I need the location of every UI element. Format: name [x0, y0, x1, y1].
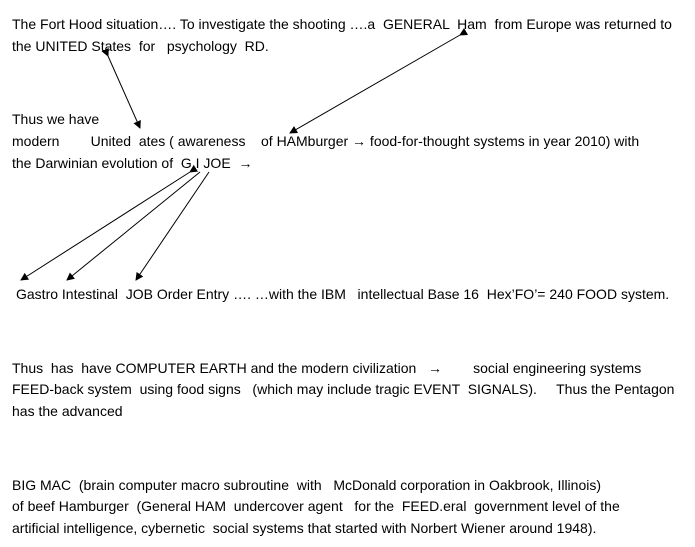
arrow-to-intestinal [67, 172, 200, 280]
arrow-to-job [136, 172, 209, 280]
text-line-2: the UNITED States for psychology RD. [12, 38, 269, 54]
text-line-10: BIG MAC (brain computer macro subroutine with McDonald corporation in Oakbrook, Illinois) [12, 477, 602, 493]
text-line-6: Gastro Intestinal JOB Order Entry …. …with the IBM intellectual Base 16 Hex’FO’= 240 FOOD system. [16, 286, 670, 302]
text-line-9: has the advanced [12, 403, 123, 419]
text-line-3: Thus we have [12, 111, 100, 127]
double-arrow-ham [290, 35, 460, 133]
text-line-7: Thus has have COMPUTER EARTH and the modern civilization → social engineering systems [12, 360, 642, 376]
text-line-8: FEED-back system using food signs (which may include tragic EVENT SIGNALS). Thus the Pentagon [12, 381, 675, 397]
double-arrow-states [108, 56, 140, 128]
text-line-5: the Darwinian evolution of G.I JOE → [12, 155, 253, 171]
text-line-1: The Fort Hood situation…. To investigate the shooting ….a GENERAL Ham from Europe was returned to [12, 16, 672, 32]
arrow-to-gastro [21, 172, 190, 280]
text-line-12: artificial intelligence, cybernetic social systems that started with Norbert Wiener around 1948). [12, 520, 597, 536]
text-line-4: modern United ates ( awareness of HAMburger → food-for-thought systems in year 2010) with [12, 133, 640, 149]
text-line-11: of beef Hamburger (General HAM undercover agent for the FEED.eral government level of the [12, 498, 620, 514]
